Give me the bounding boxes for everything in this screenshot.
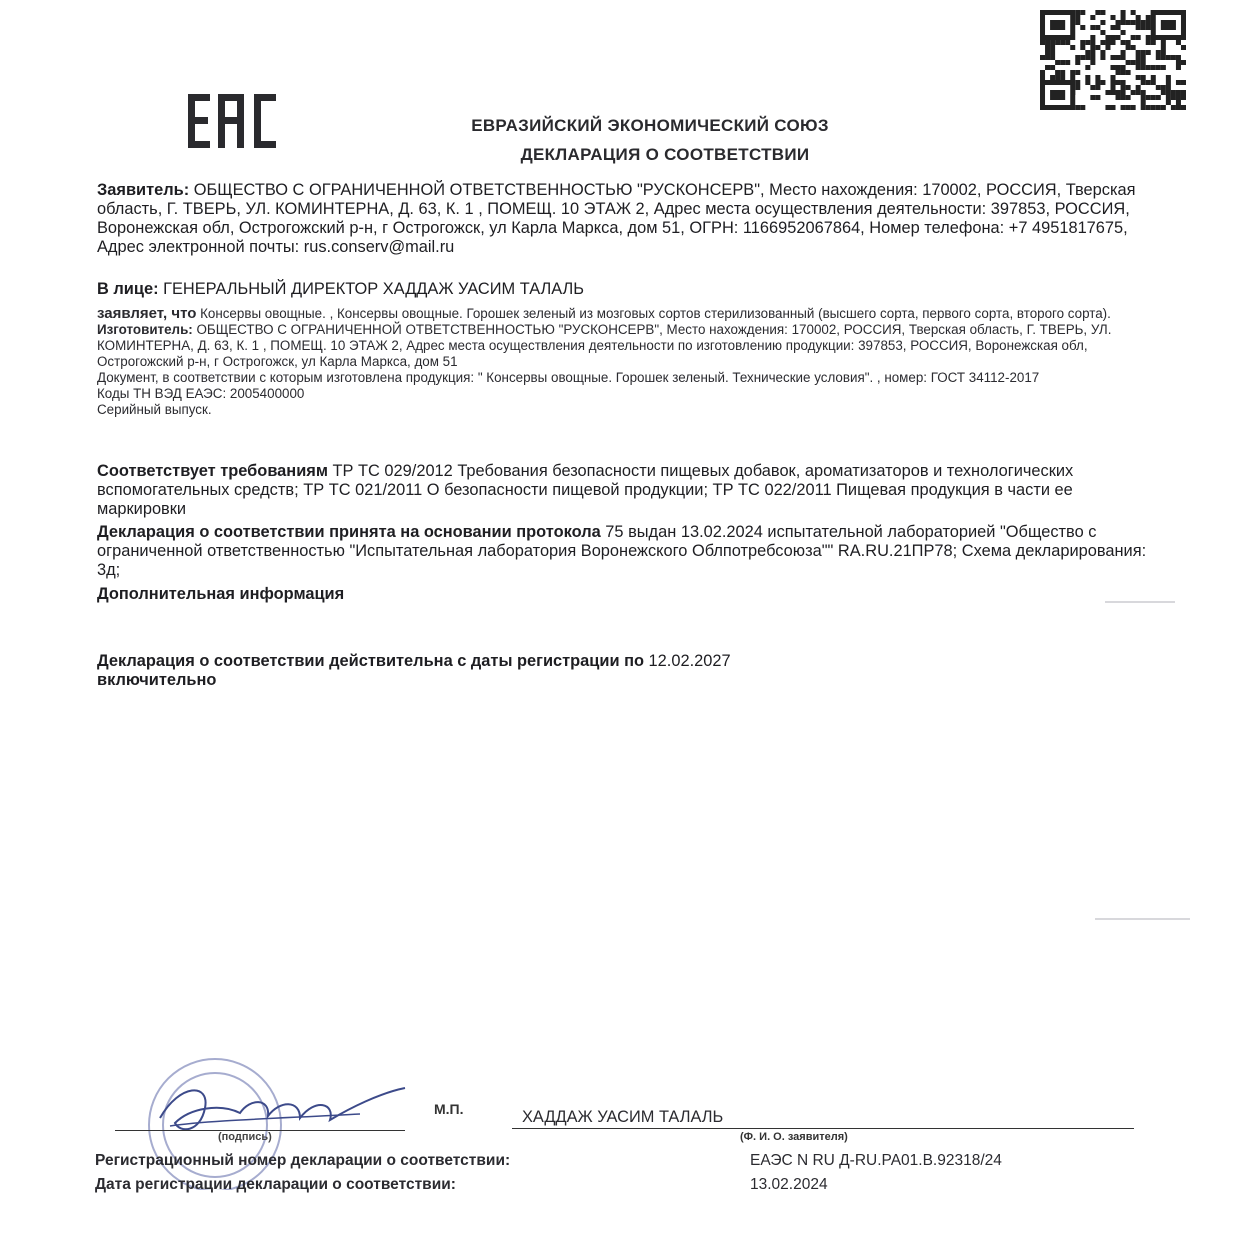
qr-code — [1040, 10, 1186, 110]
validity-section — [97, 652, 1017, 690]
signer-name: ХАДДАЖ УАСИМ ТАЛАЛЬ — [522, 1108, 724, 1126]
signature-caption: (подпись) — [218, 1131, 272, 1143]
in-person-label: В лице: — [97, 280, 159, 298]
protocol-text: 75 выдан 13.02.2024 испытательной лабораторией "Общество с ограниченной ответственностью "Испытательная лаборатория Воронежского Облпотребсоюза"" RA.RU.21ПР78; Схема декларирования: 3д; — [97, 523, 1147, 579]
document-title: ДЕКЛАРАЦИЯ О СООТВЕТСТВИИ — [520, 145, 810, 164]
applicant-section — [97, 181, 1157, 257]
requirements-section — [97, 462, 1157, 519]
product-text: Консервы овощные. , Консервы овощные. Горошек зеленый из мозговых сортов стерилизованный (высшего сорта, первого сорта, второго сорта). — [196, 306, 1111, 321]
manufacturer-label: Изготовитель: — [97, 322, 193, 337]
declares-section — [97, 306, 1157, 418]
in-person-section — [97, 280, 1157, 299]
manufacturer-text: ОБЩЕСТВО С ОГРАНИЧЕННОЙ ОТВЕТСТВЕННОСТЬЮ "РУСКОНСЕРВ", Место нахождения: 170002, РОССИЯ, Тверская область, Г. ТВЕРЬ, УЛ. КОМИНТЕРНА, Д. 63, К. 1 , ПОМЕЩ. 10 ЭТАЖ 2, Адрес места осуществления деятельности по изготовлению продукции: 397853, РОССИЯ, Воронежская обл, Острогожский р-н, г Острогожск, ул Карла Маркса, дом 51 — [97, 322, 1112, 369]
registration-date: 13.02.2024 — [750, 1176, 828, 1193]
name-line — [512, 1128, 1134, 1129]
validity-label: Декларация о соответствии действительна с даты регистрации по — [97, 652, 644, 670]
validity-date: 12.02.2027 — [644, 652, 731, 670]
in-person-text: ГЕНЕРАЛЬНЫЙ ДИРЕКТОР ХАДДАЖ УАСИМ ТАЛАЛЬ — [158, 280, 585, 298]
registration-number-label: Регистрационный номер декларации о соответствии: — [95, 1152, 511, 1169]
standard-document: Документ, в соответствии с которым изготовлена продукция: " Консервы овощные. Горошек зеленый. Технические условия". , номер: ГОСТ 34112-2017 — [97, 370, 1040, 385]
union-title: ЕВРАЗИЙСКИЙ ЭКОНОМИЧЕСКИЙ СОЮЗ — [471, 116, 829, 135]
protocol-label: Декларация о соответствии принята на основании протокола — [97, 523, 601, 541]
requirements-text: ТР ТС 029/2012 Требования безопасности пищевых добавок, ароматизаторов и технологических вспомогательных средств; ТР ТС 021/2011 О безопасности пищевой продукции; ТР ТС 022/2011 Пищевая продукция в части ее маркировки — [97, 462, 1074, 518]
additional-info — [97, 585, 1157, 604]
applicant-name-caption: (Ф. И. О. заявителя) — [740, 1131, 848, 1143]
applicant-label: Заявитель: — [97, 181, 190, 199]
scan-artifact — [1105, 601, 1175, 603]
serial-production: Серийный выпуск. — [97, 402, 212, 417]
eac-logo — [188, 94, 278, 148]
applicant-text: ОБЩЕСТВО С ОГРАНИЧЕННОЙ ОТВЕТСТВЕННОСТЬЮ "РУСКОНСЕРВ", Место нахождения: 170002, РОССИЯ, Тверская область, Г. ТВЕРЬ, УЛ. КОМИНТЕРНА, Д. 63, К. 1 , ПОМЕЩ. 10 ЭТАЖ 2, Адрес места осуществления деятельности: 397853, РОССИЯ, Воронежская обл, Острогожский р-н, г Острогожск, ул Карла Маркса, дом 51, ОГРН: 1166952067864, Номер телефона: +7 4951817675, Адрес электронной почты: rus.conserv@mail.ru — [97, 181, 1136, 256]
registration-date-label: Дата регистрации декларации о соответствии: — [95, 1176, 456, 1193]
validity-label-2: включительно — [97, 671, 217, 689]
handwritten-signature — [150, 1078, 410, 1138]
stamp-place-label: М.П. — [434, 1101, 464, 1117]
scan-artifact — [1095, 918, 1190, 920]
registration-number: ЕАЭС N RU Д-RU.PA01.B.92318/24 — [750, 1152, 1002, 1169]
requirements-label: Соответствует требованиям — [97, 462, 328, 480]
hs-codes: Коды ТН ВЭД ЕАЭС: 2005400000 — [97, 386, 305, 401]
protocol-section — [97, 523, 1157, 580]
additional-label: Дополнительная информация — [97, 585, 345, 603]
declares-label: заявляет, что — [97, 305, 197, 322]
